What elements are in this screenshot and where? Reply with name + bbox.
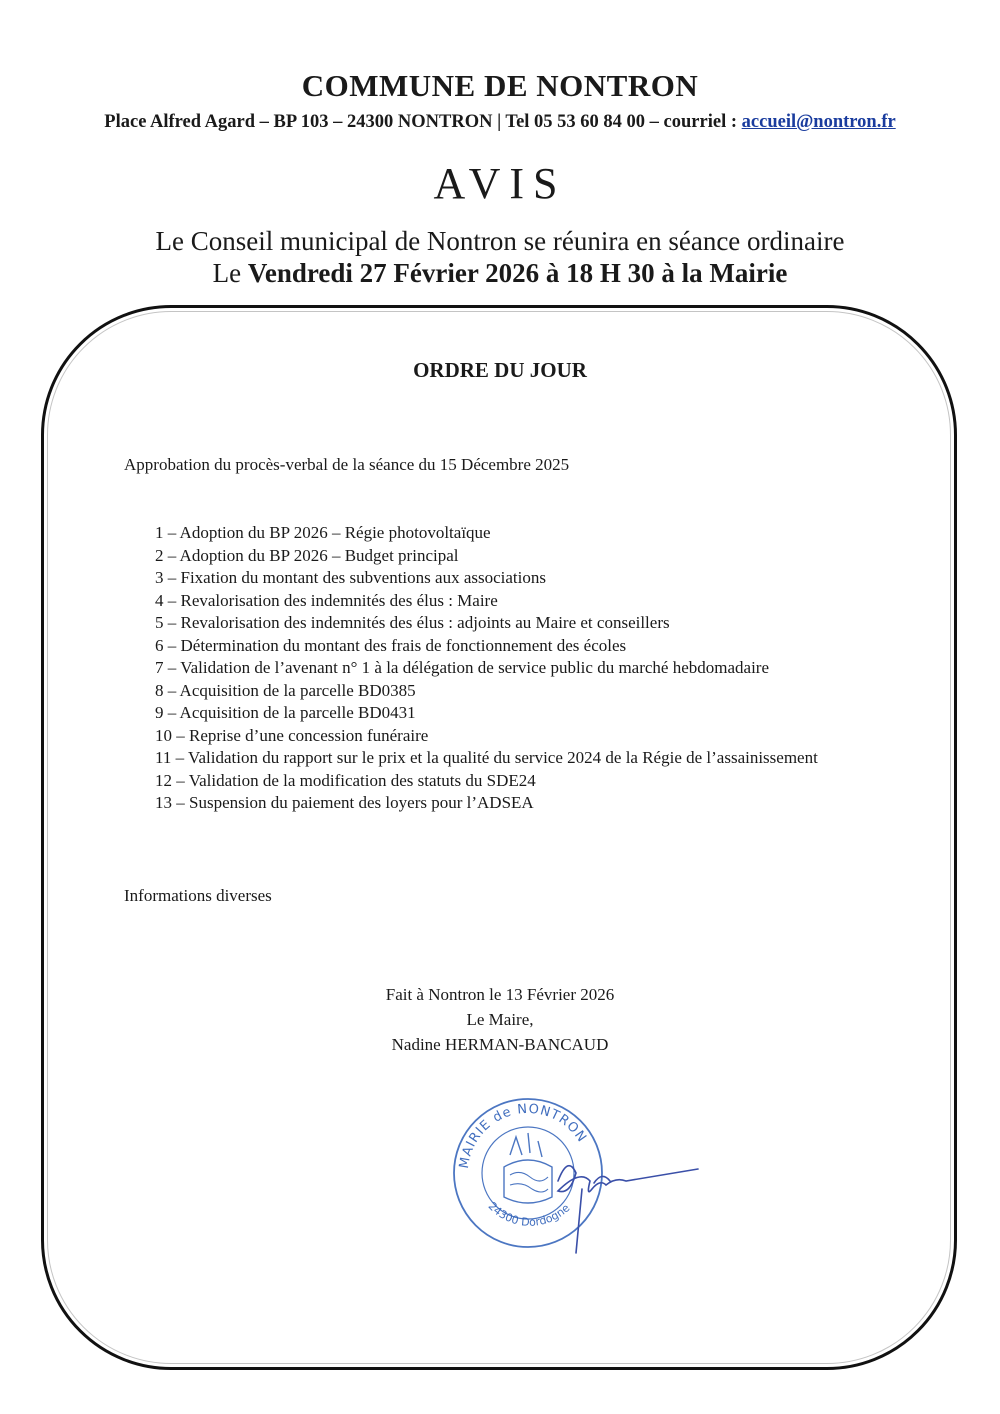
agenda-item: 1 – Adoption du BP 2026 – Régie photovoltaïque xyxy=(155,523,491,542)
announcement-line-1: Le Conseil municipal de Nontron se réunira en séance ordinaire xyxy=(155,226,845,256)
signature-place-date: Fait à Nontron le 13 Février 2026 xyxy=(385,985,615,1004)
agenda-title: ORDRE DU JOUR xyxy=(413,358,587,382)
agenda-item: 5 – Revalorisation des indemnités des élus : adjoints au Maire et conseillers xyxy=(155,613,670,632)
agenda-info: Informations diverses xyxy=(124,886,272,905)
announcement-line-2 xyxy=(0,258,1000,289)
announcement-prefix: Le xyxy=(212,258,248,288)
agenda-item: 9 – Acquisition de la parcelle BD0431 xyxy=(155,703,416,722)
commune-address xyxy=(0,112,1000,133)
agenda-item: 13 – Suspension du paiement des loyers pour l’ADSEA xyxy=(155,793,534,812)
svg-text:24300 Dordogne xyxy=(486,1200,573,1229)
stamp-top-text: MAIRIE de NONTRON xyxy=(456,1101,590,1170)
signature-block xyxy=(250,982,750,1057)
agenda-item: 8 – Acquisition de la parcelle BD0385 xyxy=(155,680,416,700)
stamp-bottom-text: 24300 Dordogne xyxy=(485,1199,573,1229)
agenda-item: 2 – Adoption du BP 2026 – Budget principal xyxy=(155,545,459,565)
agenda-item: 3 – Fixation du montant des subventions aux associations xyxy=(155,568,546,587)
commune-title: COMMUNE DE NONTRON xyxy=(301,68,699,103)
address-text: Place Alfred Agard – BP 103 – 24300 NONTRON | Tel 05 53 60 84 00 – courriel : xyxy=(104,112,742,132)
agenda-item: 4 – Revalorisation des indemnités des élus : Maire xyxy=(155,590,498,610)
signature-role: Le Maire, xyxy=(466,1010,534,1029)
meeting-date: Vendredi 27 Février 2026 à 18 H 30 à la Mairie xyxy=(247,258,788,288)
agenda-approval: Approbation du procès-verbal de la séance du 15 Décembre 2025 xyxy=(124,455,570,474)
agenda-item: 11 – Validation du rapport sur le prix et la qualité du service 2024 de la Régie de l’assainissement xyxy=(155,748,818,767)
agenda-list xyxy=(155,522,903,815)
agenda-item: 6 – Détermination du montant des frais de fonctionnement des écoles xyxy=(155,635,627,655)
agenda-item: 7 – Validation de l’avenant n° 1 à la délégation de service public du marché hebdomadaire xyxy=(155,658,770,677)
mairie-stamp-icon xyxy=(440,1085,720,1265)
notice-heading: AVIS xyxy=(433,159,567,208)
agenda-item: 12 – Validation de la modification des statuts du SDE24 xyxy=(155,770,536,790)
agenda-item: 10 – Reprise d’une concession funéraire xyxy=(155,725,429,745)
email-link[interactable]: accueil@nontron.fr xyxy=(741,112,896,132)
signature-name: Nadine HERMAN-BANCAUD xyxy=(391,1035,609,1054)
